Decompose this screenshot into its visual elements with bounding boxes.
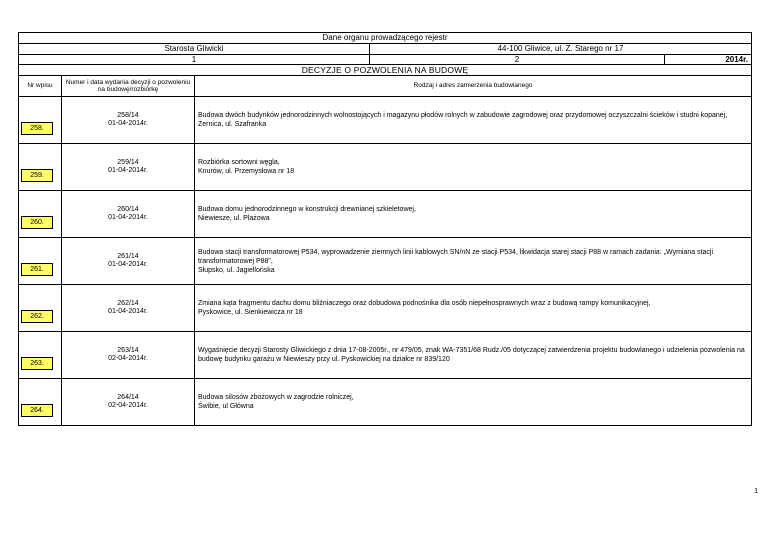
entry-number: 258. (21, 122, 53, 135)
entry-number: 260. (21, 216, 53, 229)
decision-date: 02-04-2014r. (108, 402, 148, 410)
table-row (19, 238, 752, 285)
decision-number: 261/14 (117, 252, 139, 260)
project-address: Knurów, ul. Przemysłowa nr 18 (198, 168, 295, 176)
project-address: Niewiesze, ul. Plażowa (198, 215, 270, 223)
authority-address: 44-100 Gliwice, ul. Z. Starego nr 17 (370, 44, 752, 55)
decision-date: 01-04-2014r. (108, 261, 148, 269)
decision-date: 01-04-2014r. (108, 167, 148, 175)
decision-date: 02-04-2014r. (108, 355, 148, 363)
project-description: Zmiana kąta fragmentu dachu domu bliźniaczego oraz dobudowa podnośnika dla osób niepełnosprawnych wraz z budową rampy komunikacyjnej, (198, 300, 651, 308)
project-address: Żernica, ul. Szafranka (198, 121, 267, 129)
entry-number: 259. (21, 169, 53, 182)
page-number: 1 (754, 488, 758, 495)
table-row (19, 144, 752, 191)
col-index-2: 2 (370, 54, 665, 65)
project-description: Rozbiórka sortowni węgla, (198, 159, 280, 167)
decision-number: 260/14 (117, 205, 139, 213)
decision-number: 259/14 (117, 158, 139, 166)
project-address: Świbie, ul Główna (198, 403, 254, 411)
entry-number: 262. (21, 310, 53, 323)
project-address: Słupsko, ul. Jagiellońska (198, 266, 275, 274)
column-header-nr: Nr wpisu (19, 76, 62, 97)
entry-number: 263. (21, 357, 53, 370)
project-description: Budowa dwóch budynków jednorodzinnych wolnostojących i magazynu płodów rolnych w zabudowie zagrodowej oraz przydomowej oczyszczalni ścieków i studni kopanej, (198, 112, 728, 120)
project-description: Budowa silosów zbożowych w zagrodzie rolniczej, (198, 394, 354, 402)
table-row (19, 191, 752, 238)
project-description: Budowa domu jednorodzinnego w konstrukcji drewnianej szkieletowej, (198, 206, 416, 214)
table-row (19, 97, 752, 144)
entry-number: 261. (21, 263, 53, 276)
decision-number: 264/14 (117, 393, 139, 401)
project-address: Pyskowice, ul. Sienkiewicza nr 18 (198, 309, 303, 317)
project-description: Budowa stacji transformatorowej P534, wyprowadzenie ziemnych linii kablowych SN/nN ze stacji P534, likwidacja starej stacji P88 w ramach zadania: „Wymiana stacji transformatorowej P88", (198, 248, 714, 265)
table-row (19, 379, 752, 426)
entry-number: 264. (21, 404, 53, 417)
decision-number: 258/14 (117, 111, 139, 119)
decision-date: 01-04-2014r. (108, 308, 148, 316)
column-header-decision: Numer i data wydania decyzji o pozwoleniu na budowę/rozbiórkę (62, 76, 195, 97)
year: 2014r. (665, 54, 752, 65)
project-description: Wygaśnięcie decyzji Starosty Gliwickiego z dnia 17-08-2005r., nr 479/05, znak WA-7351/68 Rudz./05 dotyczącej zatwierdzenia projektu budowlanego i udzielenia pozwolenia na budowę budynku garażu w Niewieszy przy ul. Pyskowickiej na działce nr 839/120 (198, 347, 745, 364)
table-row (19, 285, 752, 332)
col-index-1: 1 (19, 54, 370, 65)
decision-date: 01-04-2014r. (108, 120, 148, 128)
authority-name: Starosta Gliwicki (19, 44, 370, 55)
org-title: Dane organu prowadzącego rejestr (19, 33, 752, 44)
decision-number: 263/14 (117, 346, 139, 354)
column-header-description: Rodzaj i adres zamierzenia budowlanego (195, 76, 752, 97)
register-title: DECYZJE O POZWOLENIA NA BUDOWĘ (19, 65, 752, 76)
table-row (19, 332, 752, 379)
register-table (18, 32, 752, 426)
decision-number: 262/14 (117, 299, 139, 307)
decision-date: 01-04-2014r. (108, 214, 148, 222)
